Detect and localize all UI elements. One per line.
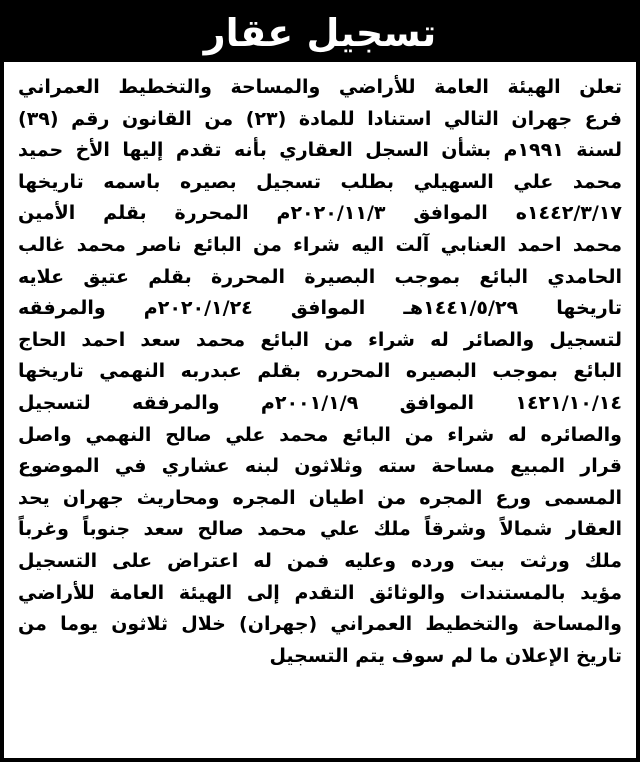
notice-body (18, 72, 622, 672)
notice-line: ١٤٢١/١٠/١٤ الموافق ٢٠٠١/١/٩م والمرفقه لتسجيل (18, 391, 622, 414)
notice-line: مؤيد بالمستندات والوثائق التقدم إلى الهيئة العامة للأراضي (18, 581, 622, 604)
notice-line: تعلن الهيئة العامة للأراضي والمساحة والتخطيط العمراني (18, 76, 622, 98)
notice-line: فرع جهران التالي استنادا للمادة (٢٣) من القانون رقم (٣٩) (18, 107, 622, 130)
notice-title: تسجيل عقار (203, 11, 437, 55)
notice-line: محمد علي السهيلي بطلب تسجيل بصيره باسمه تاريخها (18, 170, 622, 193)
notice-line-last: تاريخ الإعلان ما لم سوف يتم التسجيل (269, 644, 622, 667)
notice-header (4, 4, 636, 62)
notice-line: لتسجيل والصائر له شراء من البائع محمد سعد احمد الحاج (18, 328, 622, 351)
notice-line: العقار شمالاً وشرقاً ملك علي محمد صالح سعد جنوباً وغرباً (18, 518, 622, 541)
notice-line: المسمى ورع المجره من اطيان المجره ومحاريث جهران يحد (18, 486, 622, 509)
notice-line: محمد احمد العنابي آلت اليه شراء من البائع ناصر محمد غالب (18, 233, 622, 256)
notice-line: لسنة ١٩٩١م بشأن السجل العقاري بأنه تقدم إليها الأخ حميد (18, 139, 622, 162)
notice-line: ١٤٤٢/٣/١٧ه الموافق ٢٠٢٠/١١/٣م المحررة بقلم الأمين (18, 202, 622, 225)
notice-line: الحامدي البائع بموجب البصيرة المحررة بقلم عتيق علايه (18, 265, 622, 288)
notice-line: تاريخها ١٤٤١/٥/٢٩هـ الموافق ٢٠٢٠/١/٢٤م والمرفقه (18, 297, 622, 320)
notice-line: ملك ورثت بيت ورده وعليه فمن له اعتراض على التسجيل (18, 549, 622, 572)
notice-line: والمساحة والتخطيط العمراني (جهران) خلال ثلاثون يوما من (18, 613, 622, 636)
notice-line: والصائره له شراء من البائع محمد علي صالح النهمي واصل (18, 423, 622, 446)
notice-line: قرار المبيع مساحة سته وثلاثون لبنه عشاري في الموضوع (18, 455, 622, 478)
notice-line: البائع بموجب البصيره المحرره بقلم عبدربه النهمي تاريخها (18, 360, 622, 383)
